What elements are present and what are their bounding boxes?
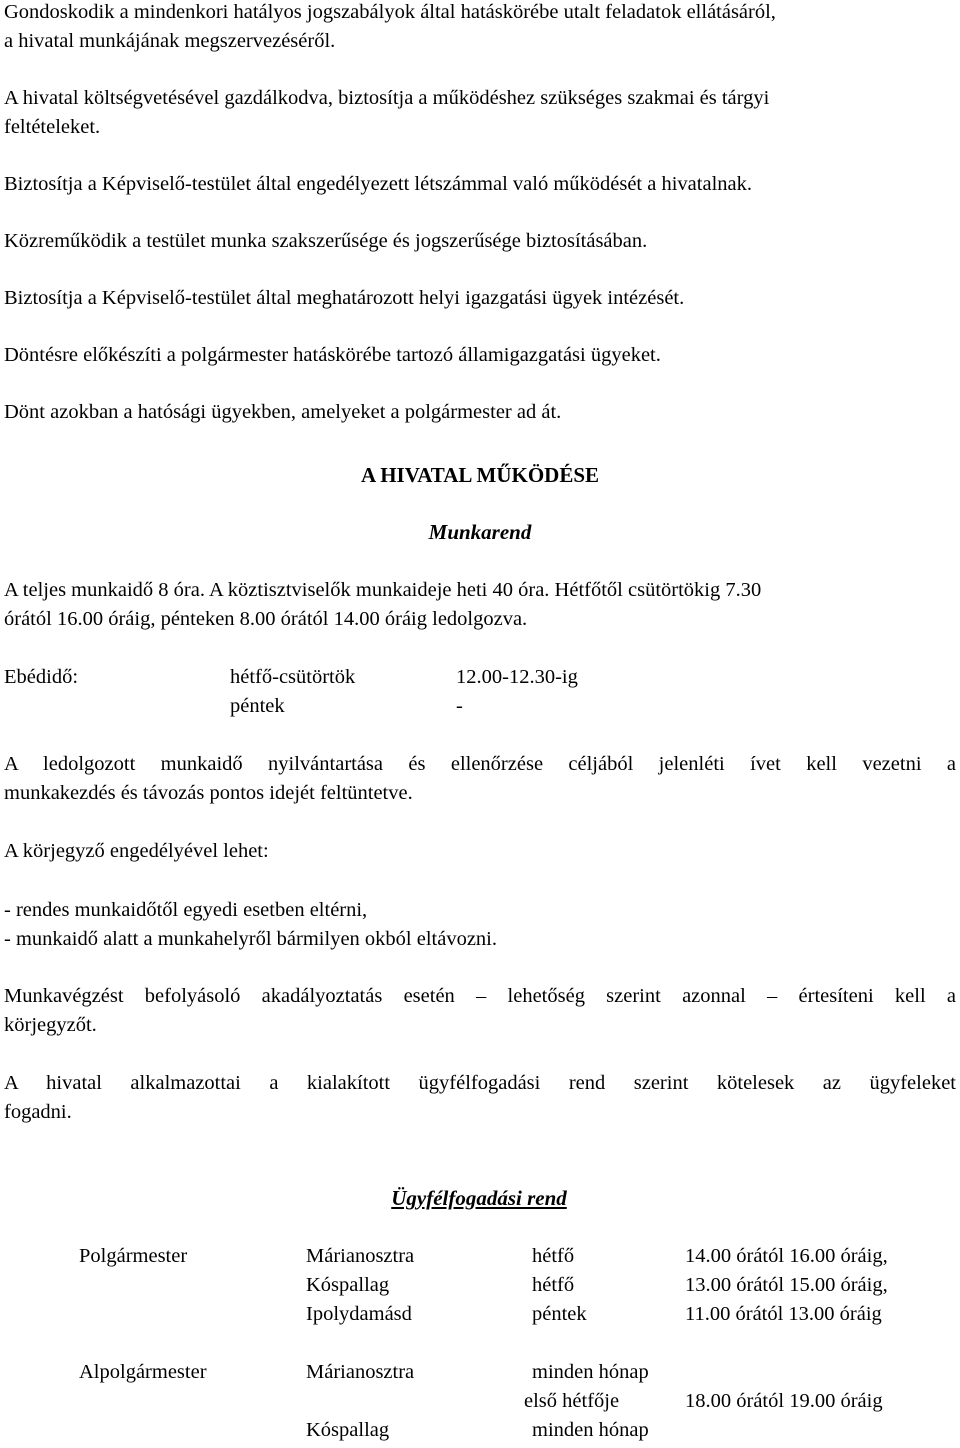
schedule-time: 11.00 órától 13.00 óráig — [685, 1303, 882, 1325]
records-line2: munkakezdés és távozás pontos idejét feltüntetve. — [4, 782, 413, 804]
records-line1: A ledolgozott munkaidő nyilvántartása és ellenőrzése céljából jelenléti ívet kell vezetni a — [4, 753, 956, 775]
worktime-line2: órától 16.00 óráig, pénteken 8.00 órától 14.00 óráig ledolgozva. — [4, 608, 528, 630]
schedule-role: Alpolgármester — [79, 1361, 207, 1383]
obstruction-line2: körjegyzőt. — [4, 1014, 97, 1036]
schedule-place: Kóspallag — [306, 1274, 390, 1296]
reception-line1: A hivatal alkalmazottai a kialakított ügyfélfogadási rend szerint kötelesek az ügyfeleket — [4, 1072, 956, 1094]
paragraph-legality: Közreműködik a testület munka szakszerűsége és jogszerűsége biztosításában. — [4, 230, 648, 252]
schedule-place: Ipolydamásd — [306, 1303, 412, 1325]
schedule-day: minden hónap — [532, 1419, 649, 1441]
reception-line2: fogadni. — [4, 1101, 72, 1123]
permission-item: - munkaidő alatt a munkahelyről bármilyen okból eltávozni. — [4, 928, 498, 950]
paragraph-budget-line2: feltételeket. — [4, 116, 101, 138]
schedule-time: 13.00 órától 15.00 óráig, — [685, 1274, 888, 1296]
schedule-day: hétfő — [532, 1245, 575, 1267]
paragraph-local-affairs: Biztosítja a Képviselő-testület által meghatározott helyi igazgatási ügyek intézését. — [4, 287, 685, 309]
schedule-title: Ügyfélfogadási rend — [391, 1186, 567, 1210]
lunch-label: Ebédidő: — [4, 666, 79, 688]
paragraph-duties-line2: a hivatal munkájának megszervezéséről. — [4, 30, 336, 52]
schedule-day: minden hónap — [532, 1361, 649, 1383]
lunch-days: péntek — [230, 695, 285, 717]
paragraph-duties-line1: Gondoskodik a mindenkori hatályos jogszabályok által hatáskörébe utalt feladatok ellátásáról, — [4, 1, 776, 23]
section-title: A HIVATAL MŰKÖDÉSE — [360, 463, 600, 487]
lunch-days: hétfő-csütörtök — [230, 666, 356, 688]
schedule-place: Kóspallag — [306, 1419, 390, 1441]
schedule-time: 18.00 órától 19.00 óráig — [685, 1390, 883, 1412]
schedule-place: Márianosztra — [306, 1245, 415, 1267]
paragraph-preparation: Döntésre előkészíti a polgármester hatáskörébe tartozó államigazgatási ügyeket. — [4, 344, 661, 366]
lunch-time: - — [456, 695, 463, 717]
permission-item: - rendes munkaidőtől egyedi esetben eltérni, — [4, 899, 368, 921]
paragraph-budget-line1: A hivatal költségvetésével gazdálkodva, biztosítja a működéshez szükséges szakmai és tárgyi — [4, 87, 770, 109]
lunch-time: 12.00-12.30-ig — [456, 666, 578, 688]
schedule-place: Márianosztra — [306, 1361, 415, 1383]
schedule-day: hétfő — [532, 1274, 575, 1296]
permission-intro: A körjegyző engedélyével lehet: — [4, 840, 269, 862]
worktime-line1: A teljes munkaidő 8 óra. A köztisztviselők munkaideje heti 40 óra. Hétfőtől csütörtökig 7.30 — [4, 579, 762, 601]
obstruction-line1: Munkavégzést befolyásoló akadályoztatás esetén – lehetőség szerint azonnal – értesíteni kell a — [4, 985, 956, 1007]
schedule-time: 14.00 órától 16.00 óráig, — [685, 1245, 888, 1267]
subsection-title: Munkarend — [428, 520, 532, 544]
paragraph-staffing: Biztosítja a Képviselő-testület által engedélyezett létszámmal való működését a hivatalnak. — [4, 173, 752, 195]
schedule-day: első hétfője — [524, 1390, 620, 1412]
schedule-day: péntek — [532, 1303, 587, 1325]
paragraph-decisions: Dönt azokban a hatósági ügyekben, amelyeket a polgármester ad át. — [4, 401, 562, 423]
schedule-role: Polgármester — [79, 1245, 188, 1267]
